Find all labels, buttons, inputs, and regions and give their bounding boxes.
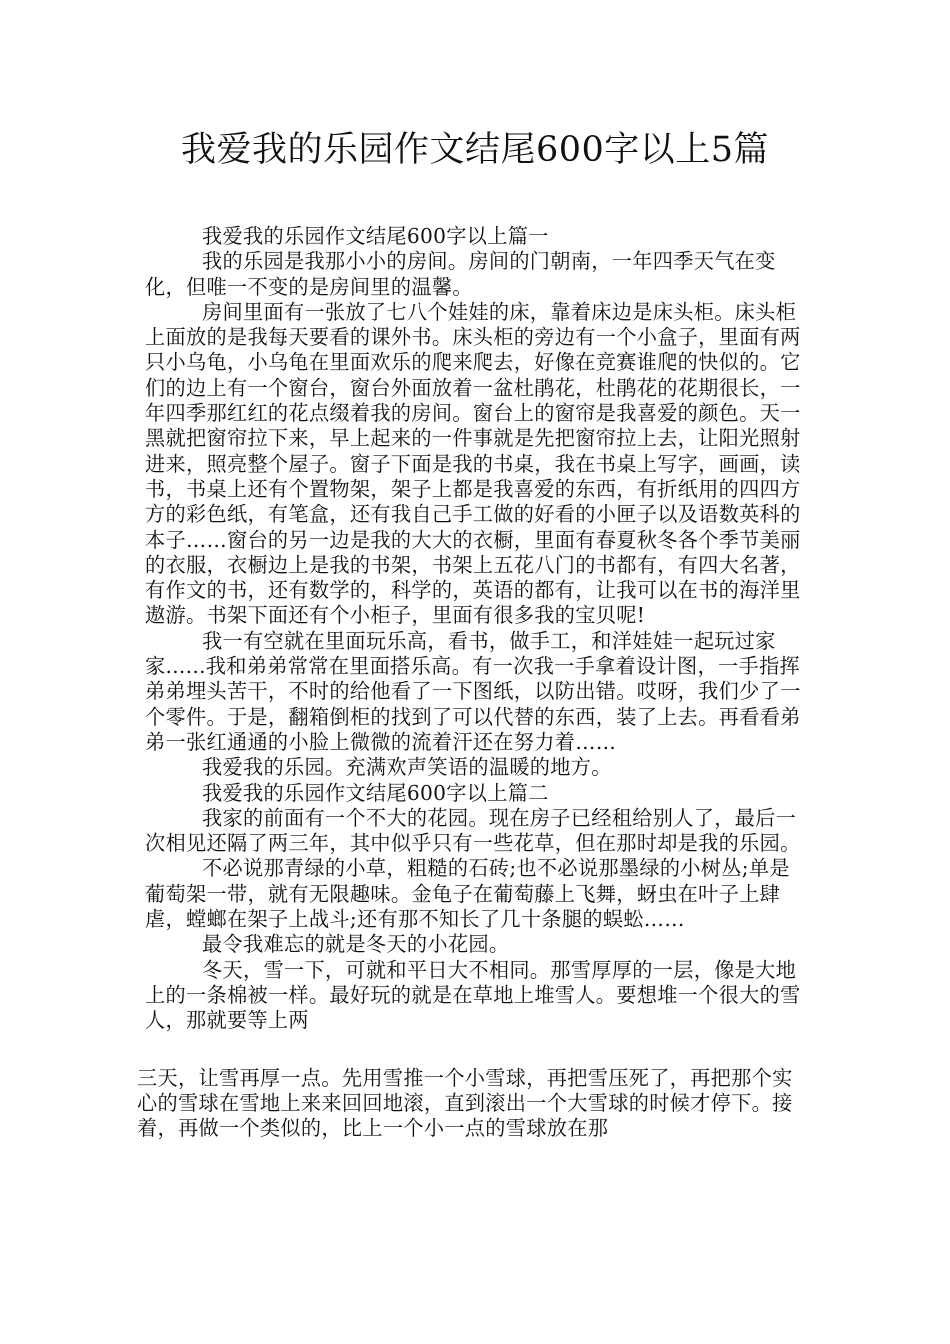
paragraph: 冬天，雪一下，可就和平日大不相同。那雪厚厚的一层，像是大地上的一条棉被一样。最好玩的就是在草地上堆雪人。要想堆一个很大的雪人，那就要等上两 xyxy=(145,957,801,1033)
paragraph: 我的乐园是我那小小的房间。房间的门朝南，一年四季天气在变化，但唯一不变的是房间里的温馨。 xyxy=(145,249,776,299)
document-title: 我爱我的乐园作文结尾600字以上5篇 xyxy=(180,130,770,170)
paragraph-continuation: 三天，让雪再厚一点。先用雪推一个小雪球，再把雪压死了，再把那个实心的雪球在雪地上来来回回地滚，直到滚出一个大雪球的时候才停下。接着，再做一个类似的，比上一个小一点的雪球放在那 xyxy=(137,1065,793,1141)
paragraph: 最令我难忘的就是冬天的小花园。 xyxy=(202,932,510,957)
paragraph: 我爱我的乐园。充满欢声笑语的温暖的地方。 xyxy=(202,755,612,780)
paragraph: 房间里面有一张放了七八个娃娃的床，靠着床边是床头柜。床头柜上面放的是我每天要看的课外书。床头柜的旁边有一个小盒子，里面有两只小乌龟，小乌龟在里面欢乐的爬来爬去，好像在竞赛谁爬的快似的。它们的边上有一个窗台，窗台外面放着一盆杜鹃花，杜鹃花的花期很长，一年四季那红红的花点缀着我的房间。窗台上的窗帘是我喜爱的颜色。天一黑就把窗帘拉下来，早上起来的一件事就是先把窗帘拉上去，让阳光照射进来，照亮整个屋子。窗子下面是我的书桌，我在书桌上写字，画画，读书，书桌上还有个置物架，架子上都是我喜爱的东西，有折纸用的四四方方的彩色纸，有笔盒，还有我自己手工做的好看的小匣子以及语数英科的本子……窗台的另一边是我的大大的衣橱，里面有春夏秋冬各个季节美丽的衣服，衣橱边上是我的书架，书架上五花八门的书都有，有四大名著，有作文的书，还有数学的，科学的，英语的都有，让我可以在书的海洋里遨游。书架下面还有个小柜子，里面有很多我的宝贝呢! xyxy=(145,299,801,628)
paragraph: 我家的前面有一个不大的花园。现在房子已经租给别人了，最后一次相见还隔了两三年，其中似乎只有一些花草，但在那时却是我的乐园。 xyxy=(145,805,801,856)
section-heading-2: 我爱我的乐园作文结尾600字以上篇二 xyxy=(202,780,549,805)
paragraph-gap xyxy=(145,1034,810,1066)
section-heading-1: 我爱我的乐园作文结尾600字以上篇一 xyxy=(202,224,549,248)
paragraph: 我一有空就在里面玩乐高，看书，做手工，和洋娃娃一起玩过家家......我和弟弟常常在里面搭乐高。有一次我一手拿着设计图，一手指挥弟弟埋头苦干，不时的给他看了一下图纸，以防出错。哎呀，我们少了一个零件。于是，翻箱倒柜的找到了可以代替的东西，装了上去。再看看弟弟一张红通通的小脸上微微的流着汗还在努力着…… xyxy=(145,628,801,754)
paragraph: 不必说那青绿的小草，粗糙的石砖;也不必说那墨绿的小树丛;单是葡萄架一带，就有无限趣味。金龟子在葡萄藤上飞舞，蚜虫在叶子上肆虐，螳螂在架子上战斗;还有那不知长了几十条腿的蜈蚣…… xyxy=(145,856,790,932)
document-body xyxy=(137,224,810,1141)
